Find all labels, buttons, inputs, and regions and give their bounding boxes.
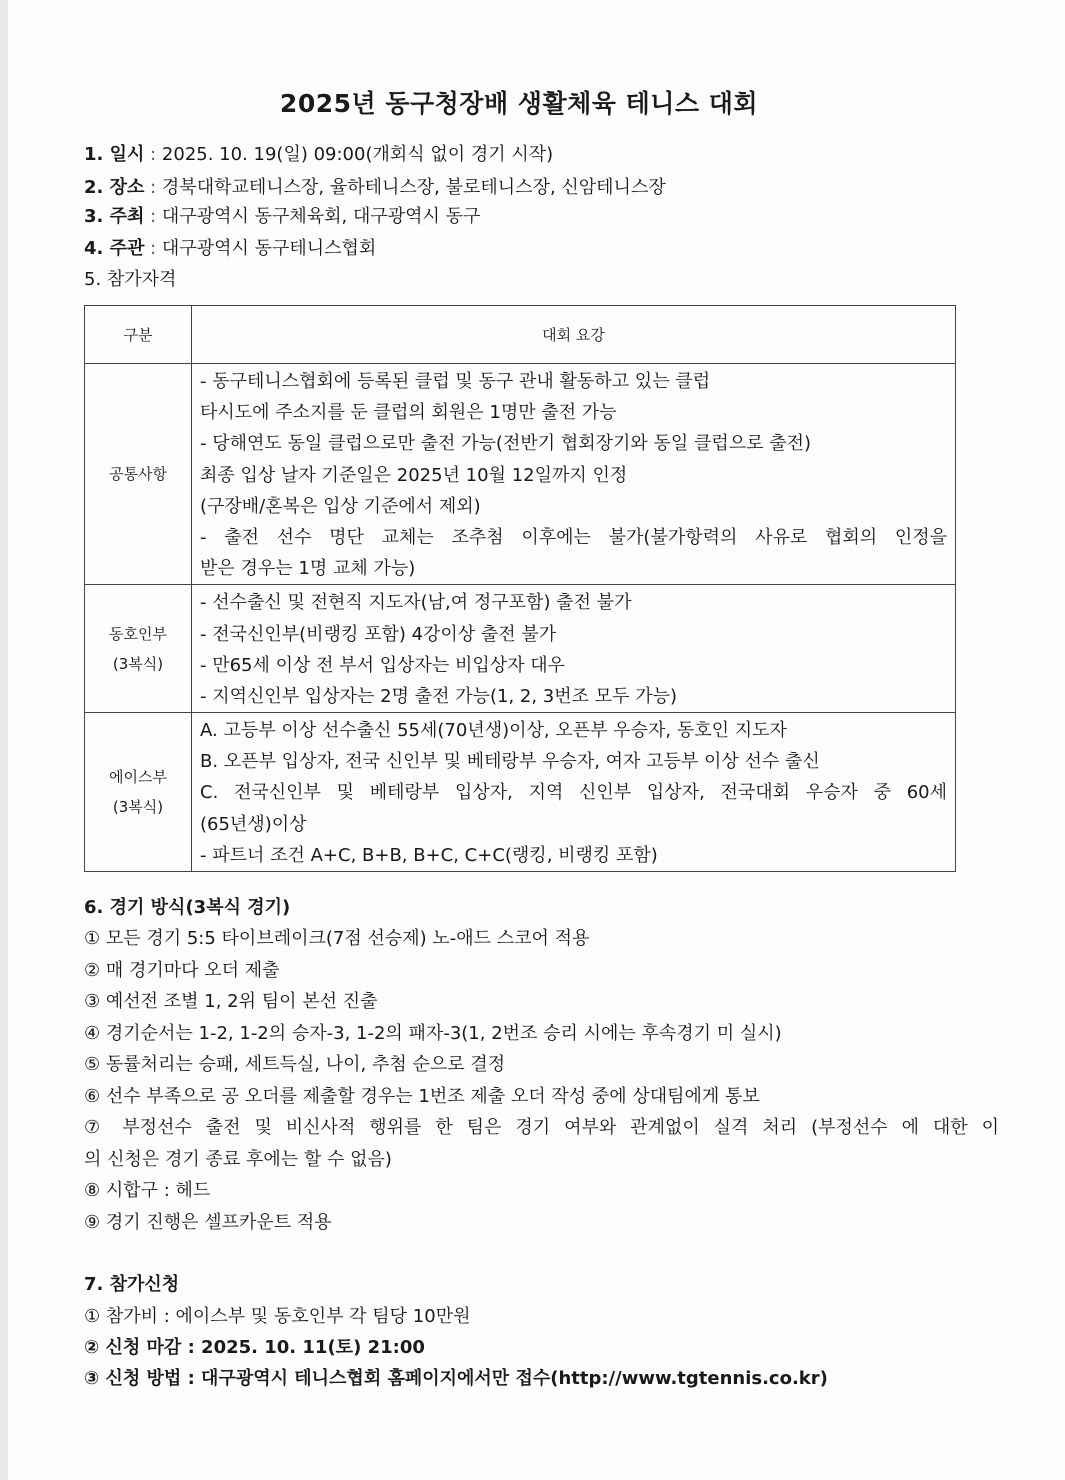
rule-item: ⑤ 동률처리는 승패, 세트득실, 나이, 추첨 순으로 결정	[84, 1054, 506, 1075]
content-line: - 지역신인부 입상자는 2명 출전 가능(1, 2, 3번조 모두 가능)	[200, 685, 678, 707]
category-text: 공통사항	[109, 465, 167, 484]
page-edge	[0, 0, 8, 1480]
category-text: 동호인부	[109, 624, 167, 643]
header-content: 대회 요강	[192, 306, 956, 364]
section-5-title: 5. 참가자격	[84, 269, 177, 290]
header-category: 구분	[85, 306, 192, 364]
content-line: (구장배/혼복은 입상 기준에서 제외)	[200, 495, 481, 517]
application-deadline: ② 신청 마감 : 2025. 10. 11(토) 21:00	[84, 1337, 425, 1358]
eligibility-table	[84, 305, 956, 872]
table-row	[85, 364, 956, 585]
content-line: - 파트너 조건 A+C, B+B, B+C, C+C(랭킹, 비랭킹 포함)	[200, 844, 658, 866]
content-line: 받은 경우는 1명 교체 가능)	[200, 558, 416, 580]
content-line: B. 오픈부 입상자, 전국 신인부 및 베테랑부 우승자, 여자 고등부 이상 선수 출신	[200, 751, 820, 773]
document-title: 2025년 동구청장배 생활체육 테니스 대회	[279, 89, 759, 118]
rule-item: ⑦ 부정선수 출전 및 비신사적 행위를 한 팀은 경기 여부와 관계없이 실격 처리 (부정선수 에 대한 이	[84, 1117, 999, 1138]
table-row	[85, 585, 956, 713]
info-label: 2. 장소	[84, 177, 145, 198]
info-label: 1. 일시	[84, 144, 145, 165]
info-venue: 2. 장소 : 경북대학교테니스장, 율하테니스장, 불로테니스장, 신암테니스장	[84, 177, 666, 198]
info-value: 대구광역시 동구테니스협회	[161, 238, 377, 259]
rule-item: ① 모든 경기 5:5 타이브레이크(7점 선승제) 노-애드 스코어 적용	[84, 928, 590, 949]
row-category	[85, 713, 192, 872]
info-organizer: 4. 주관 : 대구광역시 동구테니스협회	[84, 238, 377, 259]
info-date: 1. 일시 : 2025. 10. 19(일) 09:00(개회식 없이 경기 시작)	[84, 144, 554, 165]
section-7-title: 7. 참가신청	[84, 1274, 180, 1295]
rule-item: ③ 예선전 조별 1, 2위 팀이 본선 진출	[84, 991, 378, 1012]
row-category	[85, 585, 192, 713]
content-line: - 동구테니스협회에 등록된 클럽 및 동구 관내 활동하고 있는 클럽	[200, 371, 711, 392]
category-subtext: (3복식)	[112, 654, 164, 673]
info-label: 3. 주최	[84, 206, 145, 227]
content-line: - 당해연도 동일 클럽으로만 출전 가능(전반기 협회장기와 동일 클럽으로 출전)	[200, 433, 812, 455]
info-value: 2025. 10. 19(일) 09:00(개회식 없이 경기 시작)	[161, 144, 554, 165]
content-line: - 출전 선수 명단 교체는 조추첨 이후에는 불가(불가항력의 사유로 협회의 인정을	[200, 526, 947, 548]
content-line: A. 고등부 이상 선수출신 55세(70년생)이상, 오픈부 우승자, 동호인 지도자	[200, 720, 787, 742]
info-value: 경북대학교테니스장, 율하테니스장, 불로테니스장, 신암테니스장	[161, 177, 666, 198]
info-host: 3. 주최 : 대구광역시 동구체육회, 대구광역시 동구	[84, 206, 481, 227]
application-item: ① 참가비 : 에이스부 및 동호인부 각 팀당 10만원	[84, 1306, 471, 1327]
info-value: 대구광역시 동구체육회, 대구광역시 동구	[161, 206, 481, 227]
rule-item: ⑧ 시합구 : 헤드	[84, 1180, 211, 1201]
info-label: 4. 주관	[84, 238, 145, 259]
rule-item-continued: 의 신청은 경기 종료 후에는 할 수 없음)	[84, 1149, 392, 1170]
rule-item: ⑨ 경기 진행은 셀프카운트 적용	[84, 1212, 332, 1233]
content-line: 최종 입상 날자 기준일은 2025년 10월 12일까지 인정	[200, 464, 628, 486]
application-method: ③ 신청 방법 : 대구광역시 테니스협회 홈페이지에서만 접수(http://www.tgtennis.co.kr)	[84, 1368, 828, 1389]
content-line: 타시도에 주소지를 둔 클럽의 회원은 1명만 출전 가능	[200, 402, 617, 424]
category-text: 에이스부	[109, 768, 167, 787]
rule-item: ② 매 경기마다 오더 제출	[84, 960, 280, 981]
rule-item: ⑥ 선수 부족으로 공 오더를 제출할 경우는 1번조 제출 오더 작성 중에 상대팀에게 통보	[84, 1086, 760, 1107]
category-subtext: (3복식)	[112, 798, 164, 817]
rule-item: ④ 경기순서는 1-2, 1-2의 승자-3, 1-2의 패자-3(1, 2번조 승리 시에는 후속경기 미 실시)	[84, 1023, 782, 1044]
table-row	[85, 713, 956, 872]
content-line: - 만65세 이상 전 부서 입상자는 비입상자 대우	[200, 654, 566, 676]
table-header-row	[85, 306, 956, 364]
row-content	[192, 364, 956, 585]
content-line: - 선수출신 및 전현직 지도자(남,여 정구포함) 출전 불가	[200, 592, 632, 614]
content-line: (65년생)이상	[200, 813, 307, 835]
row-content	[192, 585, 956, 713]
row-content	[192, 713, 956, 872]
section-6-title: 6. 경기 방식(3복식 경기)	[84, 897, 291, 918]
row-category	[85, 364, 192, 585]
content-line: C. 전국신인부 및 베테랑부 입상자, 지역 신인부 입상자, 전국대회 우승자 중 60세	[200, 782, 947, 804]
content-line: - 전국신인부(비랭킹 포함) 4강이상 출전 불가	[200, 623, 557, 645]
